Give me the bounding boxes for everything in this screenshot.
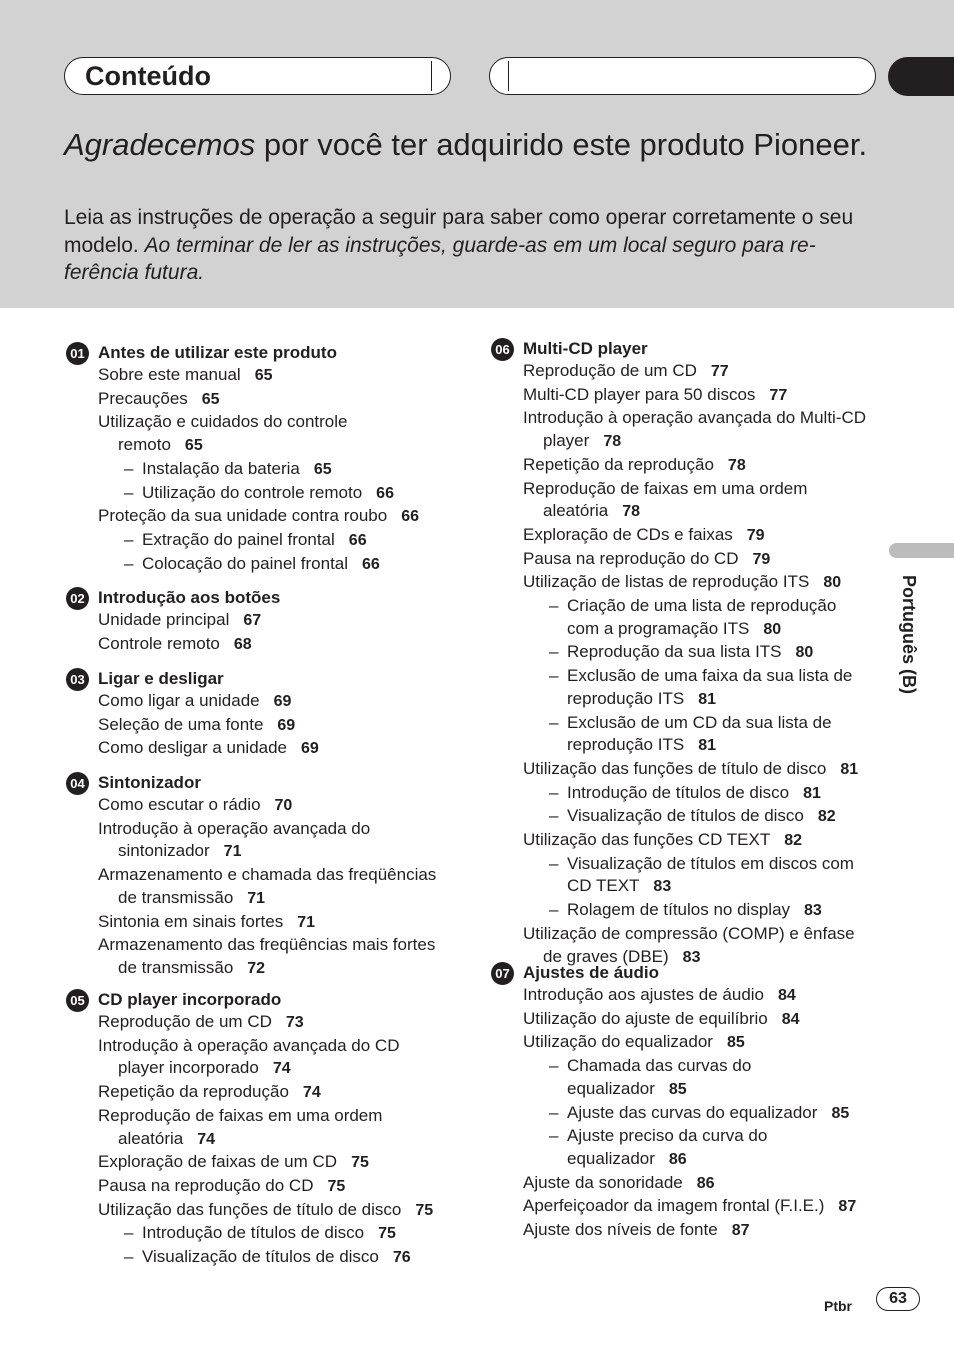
toc-entry[interactable]: [523, 829, 866, 853]
toc-entry[interactable]: [523, 407, 866, 430]
toc-entry[interactable]: [523, 500, 866, 524]
toc-entry[interactable]: [523, 688, 866, 712]
toc-entry[interactable]: [98, 553, 419, 577]
entry-page-number: 66: [362, 555, 380, 573]
entry-page-number: 66: [401, 508, 420, 526]
contents-title: Conteúdo: [85, 61, 211, 91]
entry-page-number: 79: [752, 550, 771, 568]
entry-text: Exclusão de um CD da sua lista de: [567, 712, 832, 732]
entry-text: player incorporado: [118, 1058, 259, 1078]
entry-text: Visualização de títulos em discos com: [567, 853, 854, 873]
entry-page-number: 71: [247, 889, 266, 907]
tab-notch: [508, 61, 509, 91]
toc-entry[interactable]: [98, 434, 419, 458]
language-tab-bar: [889, 543, 954, 558]
section-number-badge: 05: [66, 989, 89, 1012]
entry-page-number: 66: [376, 484, 394, 502]
entry-dash: –: [549, 853, 559, 873]
entry-text: Controle remoto: [98, 633, 220, 653]
entry-dash: –: [124, 458, 134, 478]
entry-text: Introdução à operação avançada do CD: [98, 1035, 400, 1055]
entry-dash: –: [124, 1223, 134, 1243]
toc-section: [66, 341, 419, 576]
entry-text: reprodução ITS: [567, 735, 685, 755]
entry-text: Ajuste das curvas do equalizador: [567, 1102, 818, 1122]
entry-text: CD TEXT: [567, 876, 640, 896]
entry-text: Criação de uma lista de reprodução: [567, 596, 837, 616]
entry-page-number: 75: [415, 1201, 434, 1219]
entry-page-number: 87: [838, 1198, 857, 1216]
toc-entry[interactable]: [523, 1219, 856, 1243]
entry-text: Aperfeiçoador da imagem frontal (F.I.E.): [523, 1196, 825, 1216]
toc-section: [66, 586, 281, 656]
entry-dash: –: [549, 596, 559, 616]
headline: [64, 127, 924, 162]
toc-entry[interactable]: [523, 899, 866, 923]
toc-entry[interactable]: [98, 840, 436, 864]
entry-page-number: 77: [710, 363, 729, 380]
toc-entry[interactable]: [523, 478, 866, 501]
toc-entry[interactable]: [98, 388, 419, 412]
entry-text: Ajuste preciso da curva do: [567, 1126, 768, 1146]
entry-page-number: 87: [731, 1222, 750, 1240]
toc-entry[interactable]: [98, 458, 419, 482]
entry-page-number: 65: [313, 460, 332, 478]
entry-text: player: [543, 431, 590, 451]
toc-entry[interactable]: [523, 524, 866, 548]
section-entries: [98, 364, 419, 576]
toc-entry[interactable]: [523, 454, 866, 478]
entry-text: Exclusão de uma faixa da sua lista de: [567, 666, 853, 686]
entry-text: Precauções: [98, 388, 188, 408]
entry-page-number: 70: [274, 797, 293, 814]
toc-entry[interactable]: [523, 782, 866, 806]
entry-text: Visualização de títulos de disco: [567, 806, 804, 826]
toc-entry[interactable]: [523, 923, 866, 946]
entry-page-number: 85: [668, 1080, 687, 1098]
toc-entry[interactable]: [98, 609, 261, 633]
section-heading[interactable]: [491, 337, 866, 360]
entry-page-number: 81: [698, 690, 716, 708]
entry-text: Introdução à operação avançada do: [98, 818, 371, 838]
entry-page-number: 80: [795, 644, 814, 662]
entry-text: Sintonia em sinais fortes: [98, 911, 284, 931]
toc-entry[interactable]: [98, 482, 419, 506]
entry-page-number: 68: [233, 635, 252, 653]
entry-dash: –: [549, 666, 559, 686]
section-entries: [98, 1011, 433, 1270]
toc-entry[interactable]: [523, 1125, 856, 1148]
section-number-badge: 03: [66, 668, 89, 691]
toc-entry[interactable]: [523, 1078, 856, 1102]
toc-section: [491, 337, 866, 969]
entry-text: Armazenamento das freqüências mais fortes: [98, 935, 436, 955]
toc-entry[interactable]: [98, 1222, 433, 1246]
toc-entry[interactable]: [98, 737, 319, 761]
entry-dash: –: [124, 553, 134, 573]
toc-entry[interactable]: [523, 571, 866, 595]
entry-text: Introdução aos ajustes de áudio: [523, 985, 765, 1004]
entry-page-number: 75: [351, 1154, 369, 1172]
toc-entry[interactable]: [98, 714, 319, 738]
entry-page-number: 81: [698, 737, 716, 755]
entry-page-number: 84: [778, 987, 796, 1004]
toc-entry[interactable]: [523, 734, 866, 758]
entry-text: Ajuste da sonoridade: [523, 1172, 683, 1192]
entry-page-number: 86: [696, 1174, 715, 1192]
entry-text: Utilização do equalizador: [523, 1032, 713, 1052]
entry-text: Proteção da sua unidade contra roubo: [98, 506, 388, 526]
toc-entry[interactable]: [98, 1199, 433, 1223]
toc-entry[interactable]: [98, 1081, 433, 1105]
entry-text: Introdução de títulos de disco: [567, 782, 790, 802]
intro-plain: Leia as instruções de operação a seguir para saber como operar corretamente o seu modelo.: [64, 206, 854, 257]
entry-dash: –: [549, 806, 559, 826]
section-heading[interactable]: [491, 961, 856, 984]
section-title: Ajustes de áudio: [523, 963, 660, 982]
entry-text: Multi-CD player para 50 discos: [523, 384, 756, 404]
entry-dash: –: [549, 1102, 559, 1122]
entry-text: aleatória: [118, 1128, 184, 1148]
entry-page-number: 74: [302, 1084, 321, 1102]
entry-page-number: 74: [272, 1060, 291, 1078]
entry-page-number: 81: [840, 760, 859, 778]
entry-page-number: 78: [603, 433, 622, 451]
entry-text: Repetição da reprodução: [523, 454, 714, 474]
toc-entry[interactable]: [98, 1151, 433, 1175]
entry-page-number: 80: [823, 574, 842, 592]
entry-page-number: 69: [277, 716, 296, 734]
section-heading[interactable]: [66, 988, 433, 1011]
toc-entry[interactable]: [98, 818, 436, 841]
entry-dash: –: [549, 782, 559, 802]
entry-text: Colocação do painel frontal: [142, 553, 349, 573]
entry-text: Reprodução de um CD: [98, 1012, 272, 1031]
entry-text: Utilização das funções de título de disco: [523, 758, 827, 778]
entry-text: Extração do painel frontal: [142, 529, 335, 549]
section-title: Multi-CD player: [523, 339, 648, 358]
section-entries: [523, 984, 856, 1243]
section-heading[interactable]: [66, 667, 319, 690]
entry-page-number: 80: [763, 620, 782, 638]
entry-text: Seleção de uma fonte: [98, 714, 264, 734]
toc-entry[interactable]: [523, 1195, 856, 1219]
toc-entry[interactable]: [98, 529, 419, 553]
entry-page-number: 77: [769, 386, 788, 404]
toc-entry[interactable]: [523, 595, 866, 618]
toc-entry[interactable]: [523, 665, 866, 688]
intro-italic: Ao terminar de ler as instruções, guarde-as em um local seguro para re-ferência futura.: [64, 233, 816, 284]
entry-page-number: 81: [803, 784, 821, 802]
entry-text: Como desligar a unidade: [98, 738, 288, 758]
entry-text: com a programação ITS: [567, 618, 750, 638]
toc-entry[interactable]: [98, 1105, 433, 1128]
section-title: Sintonizador: [98, 773, 201, 792]
entry-page-number: 78: [622, 503, 641, 521]
section-heading[interactable]: [66, 771, 436, 794]
toc-entry[interactable]: [523, 712, 866, 735]
entry-page-number: 82: [817, 808, 836, 826]
entry-page-number: 73: [285, 1014, 304, 1031]
entry-page-number: 75: [378, 1225, 396, 1243]
toc-entry[interactable]: [98, 1057, 433, 1081]
section-title: Antes de utilizar este produto: [98, 343, 337, 362]
entry-dash: –: [124, 1247, 134, 1267]
toc-entry[interactable]: [523, 875, 866, 899]
section-entries: [523, 360, 866, 969]
toc-entry[interactable]: [98, 794, 436, 818]
entry-page-number: 65: [201, 390, 220, 408]
toc-section: [66, 771, 436, 981]
entry-text: Sobre este manual: [98, 365, 241, 384]
section-heading[interactable]: [66, 341, 419, 364]
entry-page-number: 65: [184, 437, 203, 455]
section-entries: [98, 794, 436, 981]
entry-text: Como ligar a unidade: [98, 691, 260, 710]
toc-entry[interactable]: [523, 1102, 856, 1126]
section-entries: [98, 609, 261, 656]
entry-dash: –: [124, 529, 134, 549]
entry-text: Utilização do ajuste de equilíbrio: [523, 1008, 768, 1028]
toc-entry[interactable]: [523, 758, 866, 782]
entry-page-number: 84: [781, 1010, 800, 1028]
entry-text: Como escutar o rádio: [98, 795, 261, 814]
toc-entry[interactable]: [98, 864, 436, 887]
section-title: Ligar e desligar: [98, 669, 224, 688]
entry-text: Utilização de listas de reprodução ITS: [523, 572, 810, 592]
entry-text: Exploração de CDs e faixas: [523, 524, 733, 544]
entry-page-number: 83: [653, 878, 672, 896]
entry-text: Utilização do controle remoto: [142, 482, 363, 502]
toc-entry[interactable]: [98, 690, 319, 714]
entry-text: Introdução à operação avançada do Multi-CD: [523, 408, 867, 428]
entry-page-number: 83: [804, 902, 822, 920]
toc-entry[interactable]: [98, 633, 261, 657]
entry-page-number: 69: [273, 693, 292, 710]
entry-page-number: 74: [197, 1130, 216, 1148]
entry-text: Rolagem de títulos no display: [567, 900, 791, 920]
entry-text: Reprodução da sua lista ITS: [567, 642, 782, 662]
entry-text: Reprodução de faixas em uma ordem: [523, 478, 808, 498]
toc-entry[interactable]: [98, 1011, 433, 1035]
entry-page-number: 85: [726, 1034, 745, 1052]
entry-page-number: 72: [247, 959, 266, 977]
toc-entry[interactable]: [523, 853, 866, 876]
entry-page-number: 76: [392, 1249, 411, 1267]
entry-page-number: 78: [727, 456, 746, 474]
entry-text: Ajuste dos níveis de fonte: [523, 1220, 718, 1240]
entry-dash: –: [549, 1126, 559, 1146]
entry-page-number: 71: [223, 843, 242, 861]
toc-entry[interactable]: [98, 364, 419, 388]
entry-dash: –: [549, 642, 559, 662]
toc-entry[interactable]: [98, 1128, 433, 1152]
entry-text: remoto: [118, 435, 171, 455]
entry-page-number: 85: [831, 1104, 850, 1122]
entry-text: Utilização e cuidados do controle: [98, 412, 348, 432]
headline-rest: por você ter adquirido este produto Pioneer.: [255, 127, 868, 162]
toc-entry[interactable]: [98, 1175, 433, 1199]
entry-text: de transmissão: [118, 887, 234, 907]
entry-page-number: 69: [301, 740, 319, 758]
toc-entry[interactable]: [98, 1035, 433, 1058]
toc-section: [66, 988, 433, 1270]
entry-text: Exploração de faixas de um CD: [98, 1152, 338, 1172]
entry-page-number: 79: [746, 526, 765, 544]
entry-dash: –: [549, 900, 559, 920]
toc-entry[interactable]: [523, 1008, 856, 1032]
section-title: CD player incorporado: [98, 990, 282, 1009]
entry-text: equalizador: [567, 1078, 655, 1098]
entry-text: Utilização de compressão (COMP) e ênfase: [523, 923, 855, 943]
toc-section: [66, 667, 319, 761]
language-label: Português (B): [899, 575, 919, 694]
toc-entry[interactable]: [523, 430, 866, 454]
entry-page-number: 67: [243, 612, 262, 629]
entry-text: Chamada das curvas do: [567, 1056, 752, 1076]
tab-notch: [431, 61, 432, 91]
entry-text: Unidade principal: [98, 610, 230, 629]
section-title: Introdução aos botões: [98, 588, 281, 607]
entry-page-number: 82: [784, 832, 803, 850]
entry-text: Visualização de títulos de disco: [142, 1247, 379, 1267]
toc-entry[interactable]: [523, 384, 866, 408]
toc-entry[interactable]: [523, 641, 866, 665]
entry-text: Pausa na reprodução do CD: [523, 548, 739, 568]
entry-text: equalizador: [567, 1148, 655, 1168]
entry-page-number: 71: [297, 913, 315, 931]
entry-text: Reprodução de um CD: [523, 361, 697, 380]
entry-text: Utilização das funções de título de disco: [98, 1199, 402, 1219]
section-number-badge: 01: [66, 342, 89, 365]
toc-entry[interactable]: [523, 1055, 856, 1078]
chapter-marker-tab: [888, 57, 954, 96]
page-number: 63: [876, 1287, 920, 1311]
toc-section: [491, 961, 856, 1243]
entry-page-number: 66: [348, 531, 367, 549]
section-number-badge: 04: [66, 772, 89, 795]
entry-text: Reprodução de faixas em uma ordem: [98, 1105, 383, 1125]
entry-dash: –: [124, 482, 134, 502]
language-code: Ptbr: [824, 1298, 852, 1314]
toc-entry[interactable]: [98, 957, 436, 981]
entry-page-number: 83: [682, 948, 701, 966]
toc-entry[interactable]: [98, 887, 436, 911]
toc-entry[interactable]: [98, 911, 436, 935]
entry-text: sintonizador: [118, 841, 210, 861]
entry-text: Pausa na reprodução do CD: [98, 1175, 314, 1195]
toc-entry[interactable]: [523, 548, 866, 572]
section-number-badge: 06: [491, 338, 514, 361]
toc-entry[interactable]: [523, 1172, 856, 1196]
section-number-badge: 02: [66, 587, 89, 610]
section-heading[interactable]: [66, 586, 281, 609]
entry-text: aleatória: [543, 501, 609, 521]
entry-page-number: 75: [327, 1177, 346, 1195]
entry-text: Repetição da reprodução: [98, 1082, 289, 1102]
header-band: [0, 0, 954, 308]
entry-text: de transmissão: [118, 957, 234, 977]
entry-page-number: 86: [668, 1150, 687, 1168]
entry-text: Introdução de títulos de disco: [142, 1223, 365, 1243]
title-tab: [64, 57, 451, 95]
toc-entry[interactable]: [523, 1031, 856, 1055]
entry-text: de graves (DBE): [543, 946, 669, 966]
toc-entry[interactable]: [523, 360, 866, 384]
toc-entry[interactable]: [523, 984, 856, 1008]
entry-text: Armazenamento e chamada das freqüências: [98, 865, 437, 885]
toc-entry[interactable]: [98, 1246, 433, 1270]
entry-dash: –: [549, 1056, 559, 1076]
toc-entry[interactable]: [98, 934, 436, 957]
entry-text: Utilização das funções CD TEXT: [523, 830, 771, 850]
section-entries: [98, 690, 319, 761]
toc-entry[interactable]: [98, 505, 419, 529]
section-number-badge: 07: [491, 962, 514, 985]
toc-entry[interactable]: [523, 805, 866, 829]
toc-entry[interactable]: [523, 1148, 856, 1172]
entry-text: Instalação da bateria: [142, 458, 300, 478]
toc-entry[interactable]: [98, 411, 419, 434]
entry-dash: –: [549, 712, 559, 732]
blank-tab: [489, 57, 876, 95]
toc-entry[interactable]: [523, 618, 866, 642]
entry-text: reprodução ITS: [567, 688, 685, 708]
entry-page-number: 65: [254, 367, 273, 384]
intro-paragraph: [64, 204, 884, 287]
headline-italic: Agradecemos: [64, 127, 256, 162]
